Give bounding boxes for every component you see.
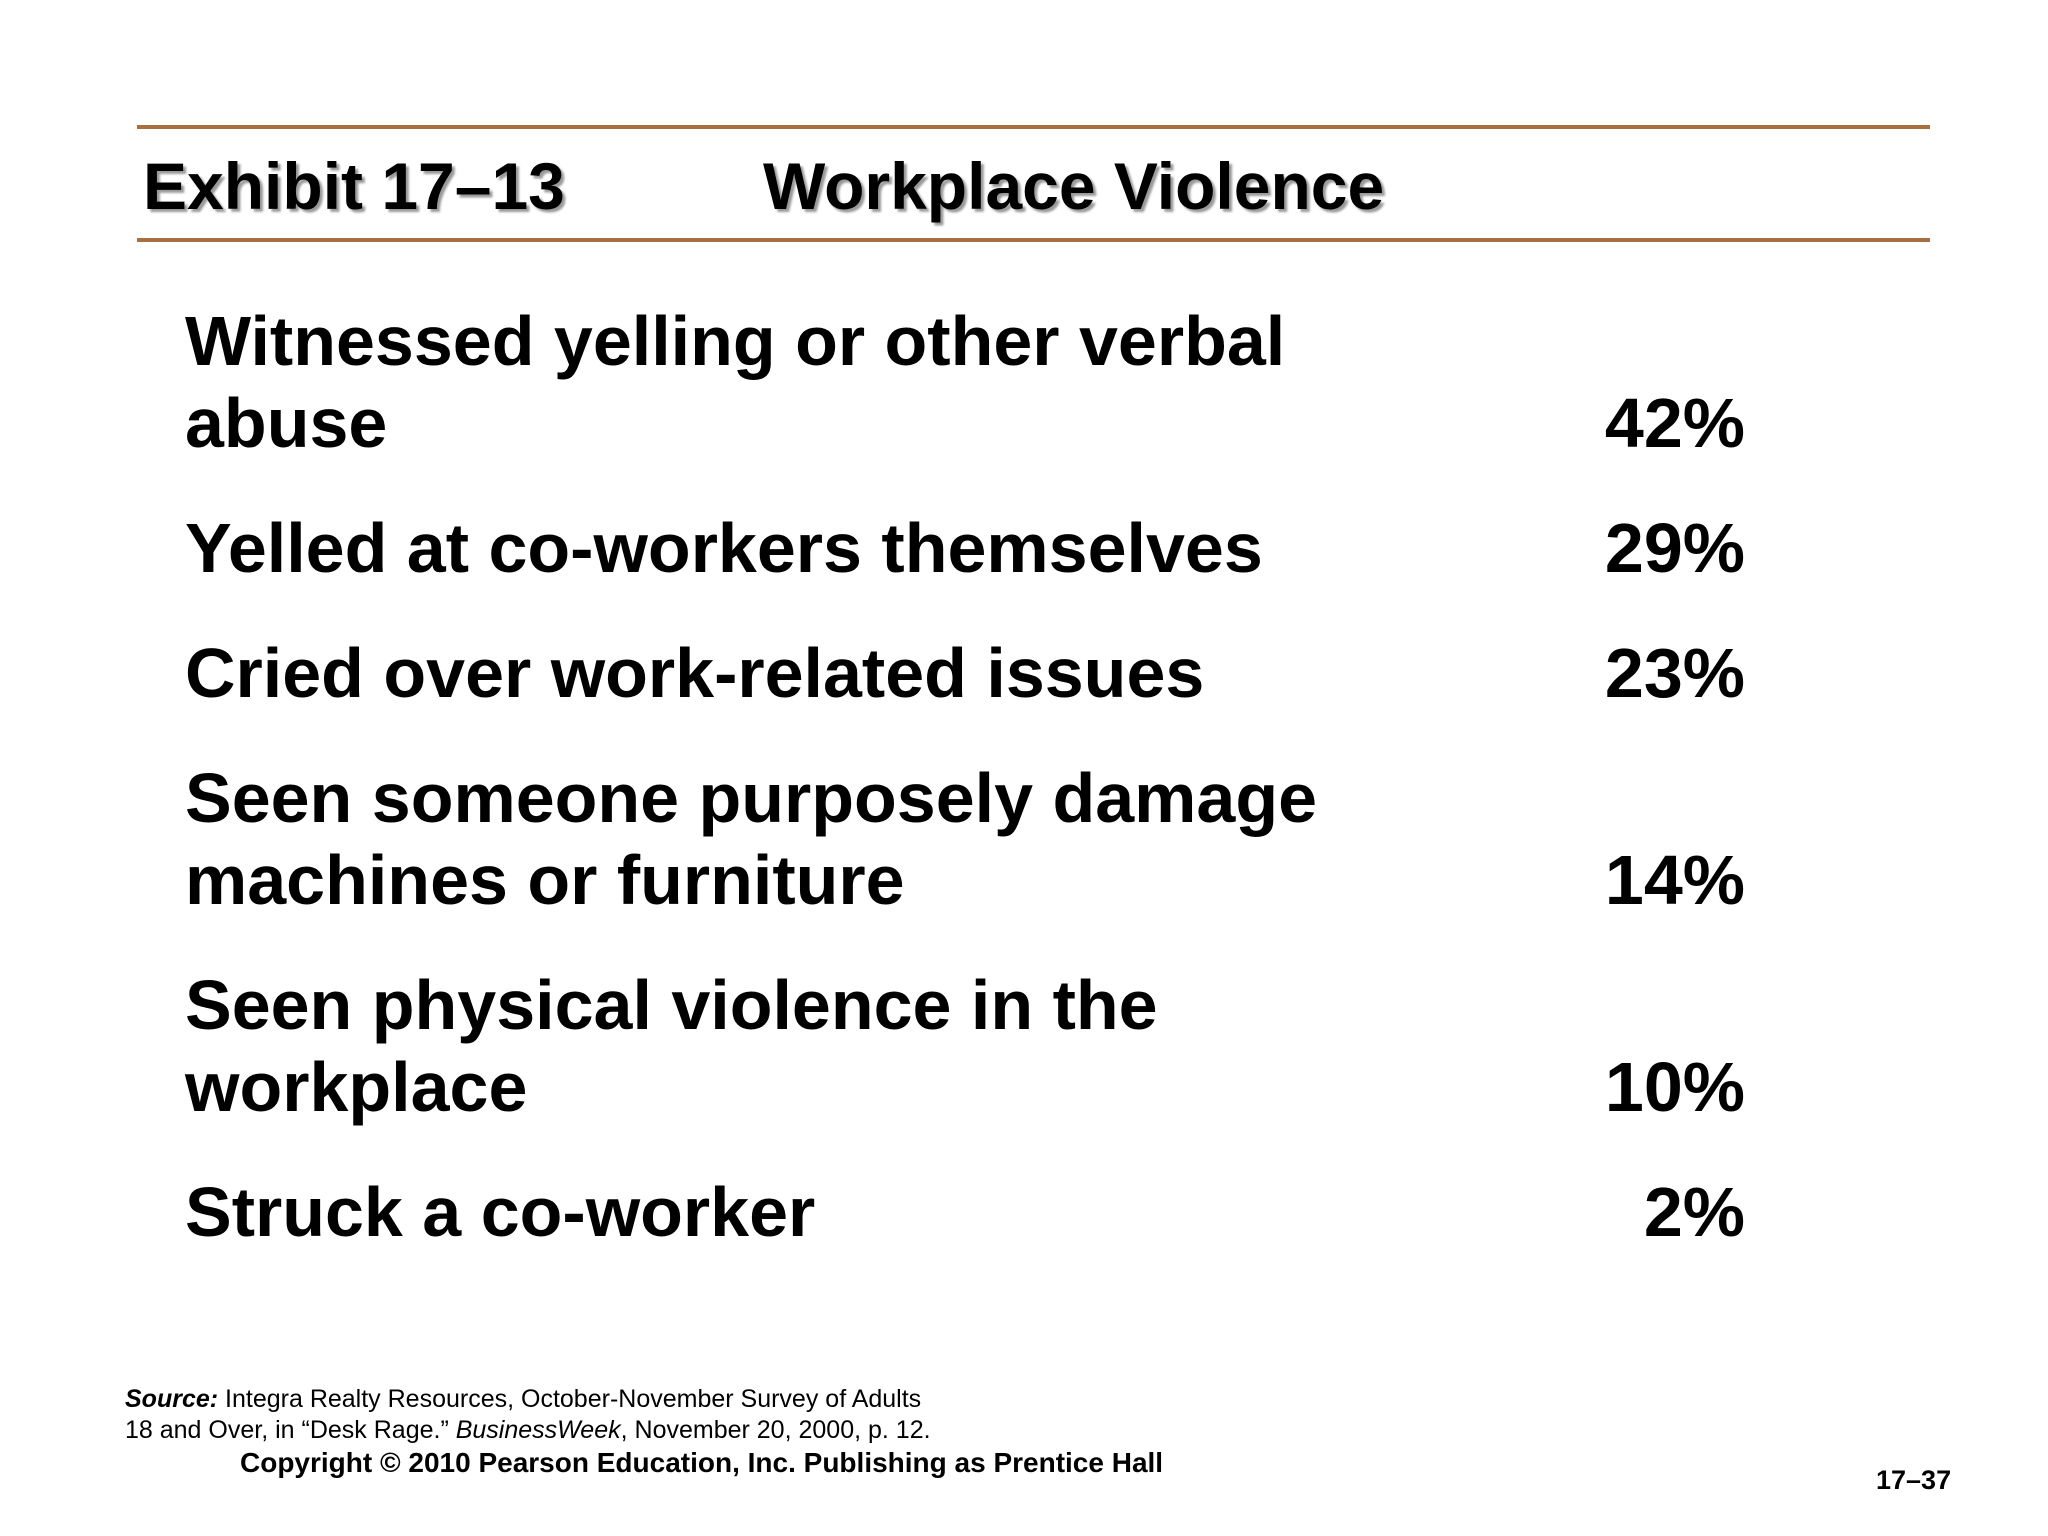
stat-label: Witnessed yelling or other verbal abuse <box>185 302 1286 462</box>
stat-row <box>185 632 1745 714</box>
stat-value: 42% <box>1604 384 1745 462</box>
exhibit-number: Exhibit 17–13 <box>143 149 565 223</box>
stat-label: Seen physical violence in the workplace <box>185 966 1158 1126</box>
source-label: Source: <box>125 1385 219 1413</box>
exhibit-title: Workplace Violence <box>763 149 1385 223</box>
stat-label: Struck a co-worker <box>185 1173 816 1251</box>
stat-value: 14% <box>1604 841 1745 919</box>
stats-list <box>185 300 1745 1253</box>
stat-value: 23% <box>1604 634 1745 712</box>
stat-row <box>185 757 1745 921</box>
stat-row <box>185 300 1745 464</box>
header-top-rule <box>137 125 1930 129</box>
source-line-2-prefix: 18 and Over, in “Desk Rage.” <box>125 1416 456 1444</box>
stat-label: Cried over work-related issues <box>185 634 1205 712</box>
stat-row <box>185 1171 1745 1253</box>
stat-value: 2% <box>1643 1173 1745 1251</box>
source-line-2-suffix: , November 20, 2000, p. 12. <box>620 1416 931 1444</box>
copyright-notice: Copyright © 2010 Pearson Education, Inc. Publishing as Prentice Hall <box>240 1447 1164 1478</box>
source-line-1: Integra Realty Resources, October-November Survey of Adults <box>218 1385 922 1413</box>
source-citation <box>125 1384 931 1446</box>
stat-label: Seen someone purposely damage machines or furniture <box>185 759 1318 919</box>
stat-row <box>185 507 1745 589</box>
stat-row <box>185 964 1745 1128</box>
stat-value: 10% <box>1604 1048 1745 1126</box>
header-bottom-rule <box>137 238 1930 242</box>
slide-number: 17–37 <box>1876 1465 1952 1495</box>
stat-value: 29% <box>1604 509 1745 587</box>
stat-label: Yelled at co-workers themselves <box>185 509 1263 587</box>
source-publication: BusinessWeek <box>455 1416 621 1444</box>
